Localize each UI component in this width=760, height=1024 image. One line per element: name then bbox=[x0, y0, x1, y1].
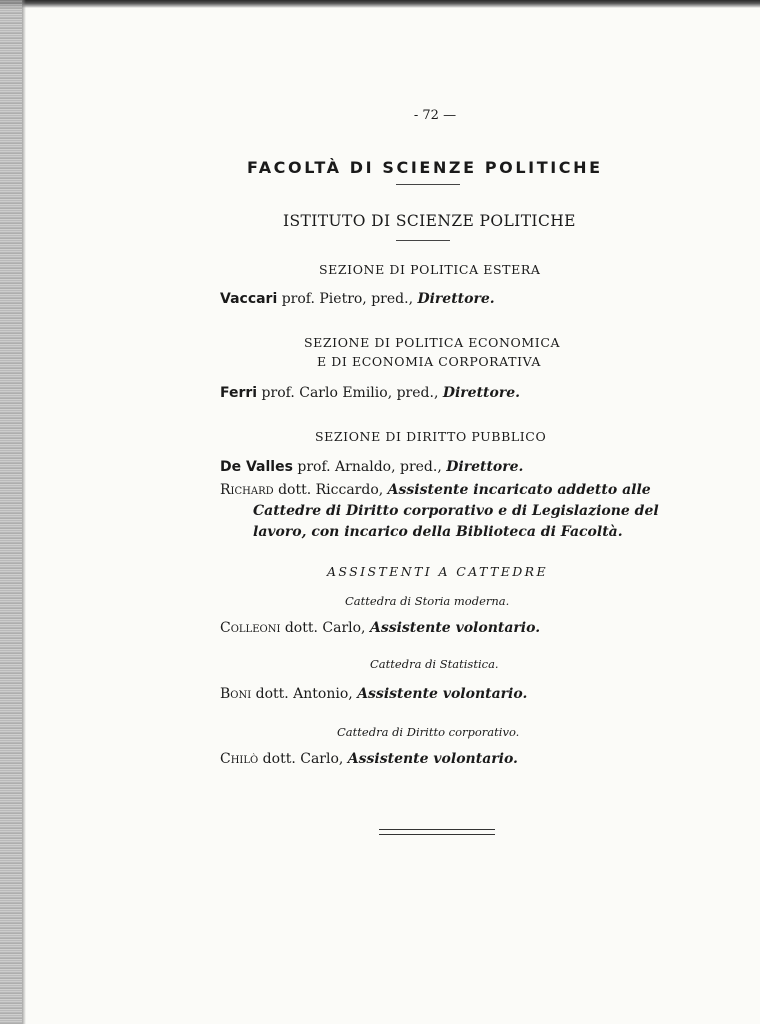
staff-details: prof. Pietro, pred., bbox=[277, 291, 418, 307]
section-title-politica-estera: SEZIONE DI POLITICA ESTERA bbox=[319, 262, 541, 277]
section-title-diritto-pubblico: SEZIONE DI DIRITTO PUBBLICO bbox=[315, 429, 547, 444]
staff-name: Ferri bbox=[220, 385, 258, 401]
staff-entry-colleoni bbox=[220, 620, 540, 636]
staff-role-continuation bbox=[253, 524, 623, 540]
assistants-heading: ASSISTENTI A CATTEDRE bbox=[327, 564, 548, 579]
faculty-title-rule bbox=[396, 184, 460, 185]
staff-role: Assistente incaricato addetto alle bbox=[387, 482, 651, 498]
scan-top-edge bbox=[0, 0, 760, 8]
staff-details: dott. Antonio, bbox=[251, 686, 358, 702]
section-title-economia-corporativa: E DI ECONOMIA CORPORATIVA bbox=[317, 354, 542, 369]
staff-role: Assistente volontario. bbox=[369, 620, 541, 636]
chair-diritto-corporativo: Cattedra di Diritto corporativo. bbox=[337, 725, 520, 739]
staff-name: Chilò bbox=[220, 751, 259, 767]
staff-details: dott. Riccardo, bbox=[273, 482, 388, 498]
staff-name: De Valles bbox=[220, 459, 293, 475]
closing-double-rule bbox=[379, 829, 495, 835]
institute-title: ISTITUTO DI SCIENZE POLITICHE bbox=[283, 212, 576, 230]
staff-details: prof. Arnaldo, pred., bbox=[292, 459, 447, 475]
page-number: - 72 — bbox=[413, 108, 457, 123]
staff-role-continuation bbox=[253, 503, 659, 519]
staff-name: Boni bbox=[220, 686, 252, 702]
section-title-politica-economica: SEZIONE DI POLITICA ECONOMICA bbox=[304, 335, 561, 350]
staff-role-line-3: lavoro, con incarico della Biblioteca di Facoltà. bbox=[253, 524, 623, 540]
staff-role-line-2: Cattedre di Diritto corporativo e di Legislazione del bbox=[253, 503, 659, 519]
staff-entry-richard bbox=[220, 482, 651, 498]
staff-name: Colleoni bbox=[220, 620, 281, 636]
staff-entry-de-valles bbox=[220, 459, 523, 475]
faculty-title: FACOLTÀ DI SCIENZE POLITICHE bbox=[247, 158, 603, 177]
staff-entry-ferri bbox=[220, 385, 520, 401]
staff-details: dott. Carlo, bbox=[258, 751, 348, 767]
chair-storia-moderna: Cattedra di Storia moderna. bbox=[345, 594, 510, 608]
staff-role: Direttore. bbox=[417, 291, 495, 307]
institute-title-rule bbox=[396, 240, 450, 241]
staff-entry-chilo bbox=[220, 751, 518, 767]
chair-statistica: Cattedra di Statistica. bbox=[370, 657, 499, 671]
staff-entry-vaccari bbox=[220, 291, 495, 307]
staff-role: Assistente volontario. bbox=[357, 686, 528, 702]
staff-role: Direttore. bbox=[442, 385, 521, 401]
staff-details: prof. Carlo Emilio, pred., bbox=[257, 385, 443, 401]
staff-name: Richard bbox=[220, 482, 274, 498]
staff-role: Direttore. bbox=[446, 459, 524, 475]
staff-role: Assistente volontario. bbox=[347, 751, 518, 767]
staff-entry-boni bbox=[220, 686, 527, 702]
scan-binding-edge bbox=[0, 0, 22, 1024]
staff-name: Vaccari bbox=[220, 291, 278, 307]
staff-details: dott. Carlo, bbox=[280, 620, 370, 636]
